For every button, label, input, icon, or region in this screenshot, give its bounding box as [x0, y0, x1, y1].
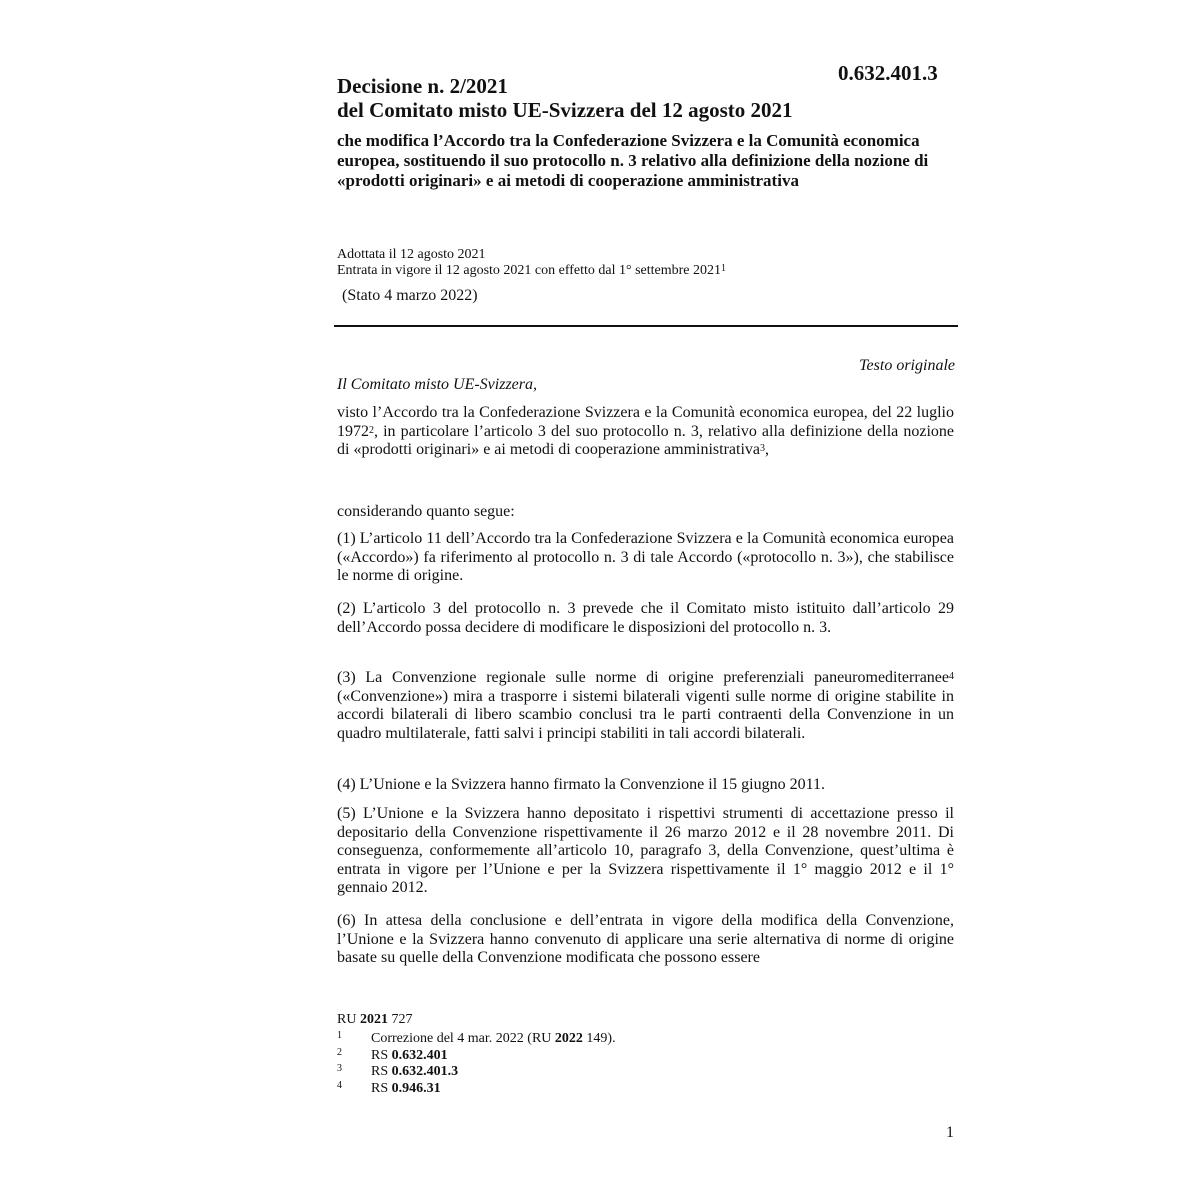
header-divider: [334, 325, 958, 327]
recital-1: (1) L’articolo 11 dell’Accordo tra la Confederazione Svizzera e la Comunità economica europea («Accordo») fa riferimento al protocollo n. 3 di tale Accordo («protocollo n. 3»), che stabilisce le norme di origine.: [337, 530, 954, 584]
footnote-text: RS 0.632.401.3: [371, 1064, 459, 1079]
footnote-ref-2[interactable]: 2: [369, 424, 374, 436]
footnote-text: Correzione del 4 mar. 2022 (RU 2022 149).: [371, 1031, 616, 1046]
title-line-1: Decisione n. 2/2021: [337, 74, 508, 98]
footnote-text: RS 0.632.401: [371, 1048, 448, 1063]
footnote-number: 2: [337, 1047, 342, 1058]
recital-6: (6) In attesa della conclusione e dell’entrata in vigore della modifica della Convenzione, l’Unione e la Svizzera hanno convenuto di applicare una serie alternativa di norme di origine basate su quelle della Convenzione modificata che possono essere: [337, 912, 954, 966]
footnote-number: 3: [337, 1063, 342, 1074]
recital-5: (5) L’Unione e la Svizzera hanno depositato i rispettivi strumenti di accettazione presso il depositario della Convenzione rispettivamente il 26 marzo 2012 e il 28 novembre 2011. Di conseguenza, conformemente all’articolo 10, paragrafo 3, della Convenzione, quest’ultima è entrata in vigore per l’Unione e per la Svizzera rispettivamente il 1° maggio 2012 e il 1° gennaio 2012.: [337, 805, 954, 896]
recital-3: (3) La Convenzione regionale sulle norme di origine preferenziali paneuromediterranee$^4$ («Convenzione») mira a trasporre i sistemi bilaterali vigenti sulle norme di origine stabilite in accordi bilaterali di libero scambio conclusi tra le parti contraenti della Convenzione in un quadro multilaterale, fatti salvi i principi stabiliti in tali accordi bilaterali.: [337, 669, 954, 742]
footnote-ref-4[interactable]: 4: [949, 671, 954, 682]
footnote-ref-3[interactable]: 3: [760, 443, 765, 454]
recital-4: (4) L’Unione e la Svizzera hanno firmato la Convenzione il 15 giugno 2011.: [337, 776, 826, 793]
adopted-date: Adottata il 12 agosto 2021: [337, 247, 486, 262]
original-text-label: Testo originale: [859, 357, 955, 374]
page-number: 1: [946, 1124, 954, 1141]
footnote-text: RS 0.946.31: [371, 1081, 441, 1096]
entry-into-force: Entrata in vigore il 12 agosto 2021 con effetto dal 1° settembre 2021$^1$: [337, 263, 727, 278]
committee-heading: Il Comitato misto UE-Svizzera,: [337, 376, 537, 393]
visto-paragraph: visto l’Accordo tra la Confederazione Svizzera e la Comunità economica europea, del 22 luglio 1972$^2$, in particolare l’articolo 3 del suo protocollo n. 3, relativo alla definizione della nozione di «prodotti originari» e ai metodi di cooperazione amministrativa$^3$,: [337, 404, 954, 458]
sr-number: 0.632.401.3: [838, 61, 938, 85]
document-title: [337, 74, 793, 122]
recital-2: (2) L’articolo 3 del protocollo n. 3 prevede che il Comitato misto istituito dall’articolo 29 dell’Accordo possa decidere di modificare le disposizioni del protocollo n. 3.: [337, 600, 954, 636]
footnote-ref-1[interactable]: 1: [721, 263, 727, 274]
footnote-number: 1: [337, 1030, 342, 1041]
considerando-line: considerando quanto segue:: [337, 503, 515, 520]
status-date: (Stato 4 marzo 2022): [342, 287, 478, 304]
ru-reference: RU 2021 727: [337, 1012, 413, 1027]
footnote-number: 4: [337, 1080, 342, 1091]
title-line-2: del Comitato misto UE-Svizzera del 12 agosto 2021: [337, 98, 793, 122]
document-subtitle: che modifica l’Accordo tra la Confederazione Svizzera e la Comunità economica europea, sostituendo il suo protocollo n. 3 relativo alla definizione della nozione di «prodotti originari» e ai metodi di cooperazione amministrativa: [337, 131, 929, 190]
adoption-info: [337, 247, 726, 279]
